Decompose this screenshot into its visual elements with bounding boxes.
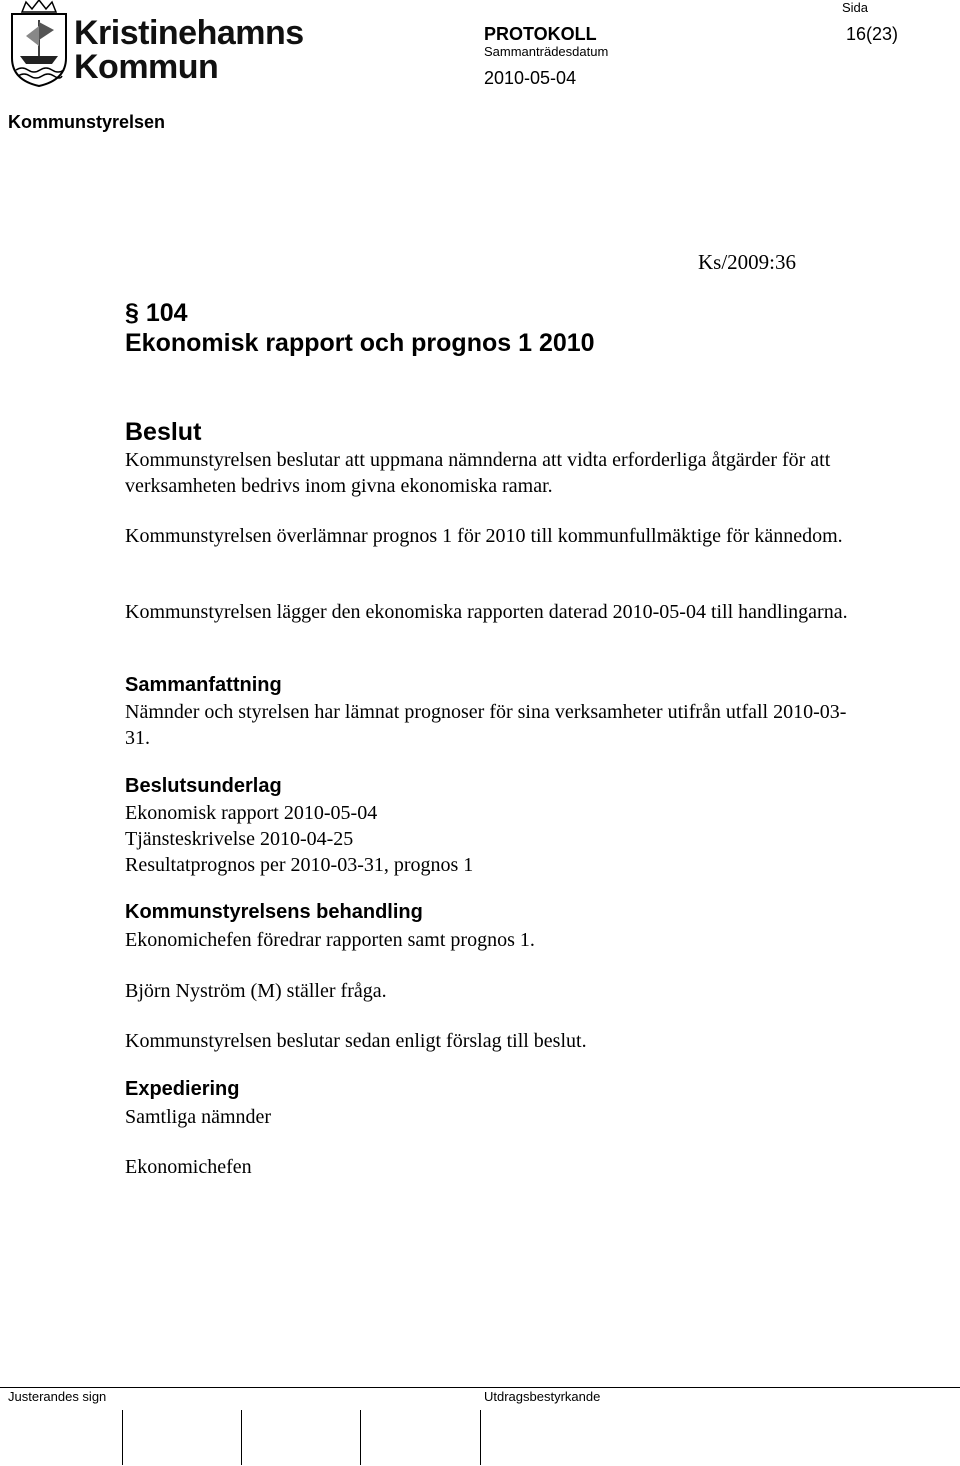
logo-line: Kommun: [74, 48, 219, 86]
behandling-paragraph: Björn Nyström (M) ställer fråga.: [125, 980, 387, 1002]
behandling-paragraph: Ekonomichefen föredrar rapporten samt prognos 1.: [125, 929, 535, 951]
signature-box-divider: [241, 1410, 242, 1465]
paragraph-number: 104: [145, 299, 188, 327]
municipality-logotype: [74, 14, 304, 86]
governing-body-name: Kommunstyrelsen: [8, 112, 166, 132]
beslutsunderlag-item: Resultatprognos per 2010-03-31, prognos 1: [125, 854, 474, 876]
signature-box-divider: [360, 1410, 361, 1465]
logo-line: Kristinehamns: [74, 14, 304, 52]
sammanfattning-heading: Sammanfattning: [125, 674, 282, 696]
signature-label: Justerandes sign: [8, 1389, 107, 1404]
signature-box-divider: [122, 1410, 123, 1465]
meeting-date-label: Sammanträdesdatum: [484, 44, 609, 59]
beslut-paragraph: Kommunstyrelsen beslutar att uppmana nämnderna att vidta erforderliga åtgärder för att verksamheten bedrivs inom givna ekonomiska ramar.: [125, 449, 831, 497]
beslut-heading: Beslut: [125, 418, 202, 446]
case-number: Ks/2009:36: [698, 250, 797, 274]
behandling-heading: Kommunstyrelsens behandling: [125, 901, 423, 923]
beslutsunderlag-item: Tjänsteskrivelse 2010-04-25: [125, 828, 354, 850]
paragraph-heading: [125, 298, 595, 358]
meeting-date: 2010-05-04: [484, 68, 577, 88]
certification-label: Utdragsbestyrkande: [484, 1389, 601, 1404]
beslut-paragraph: Kommunstyrelsen lägger den ekonomiska rapporten daterad 2010-05-04 till handlingarna.: [125, 601, 848, 623]
page-label: Sida: [842, 0, 869, 15]
behandling-paragraph: Kommunstyrelsen beslutar sedan enligt förslag till beslut.: [125, 1030, 587, 1052]
expediering-recipient: Samtliga nämnder: [125, 1106, 272, 1128]
signature-box-divider: [480, 1410, 481, 1465]
beslut-paragraph: Kommunstyrelsen överlämnar prognos 1 för 2010 till kommunfullmäktige för kännedom.: [125, 525, 843, 547]
municipality-seal-logo: [8, 0, 70, 88]
expediering-heading: Expediering: [125, 1078, 240, 1100]
paragraph-title: Ekonomisk rapport och prognos 1 2010: [125, 329, 595, 357]
footer-divider: [0, 1387, 960, 1388]
beslutsunderlag-item: Ekonomisk rapport 2010-05-04: [125, 802, 378, 824]
page-number: 16(23): [846, 24, 899, 44]
beslutsunderlag-heading: Beslutsunderlag: [125, 775, 282, 797]
paragraph-sign: §: [125, 299, 139, 327]
document-type: PROTOKOLL: [484, 24, 597, 44]
expediering-recipient: Ekonomichefen: [125, 1156, 252, 1178]
sammanfattning-text: Nämnder och styrelsen har lämnat prognoser för sina verksamheter utifrån utfall 2010-03-31.: [125, 701, 847, 749]
